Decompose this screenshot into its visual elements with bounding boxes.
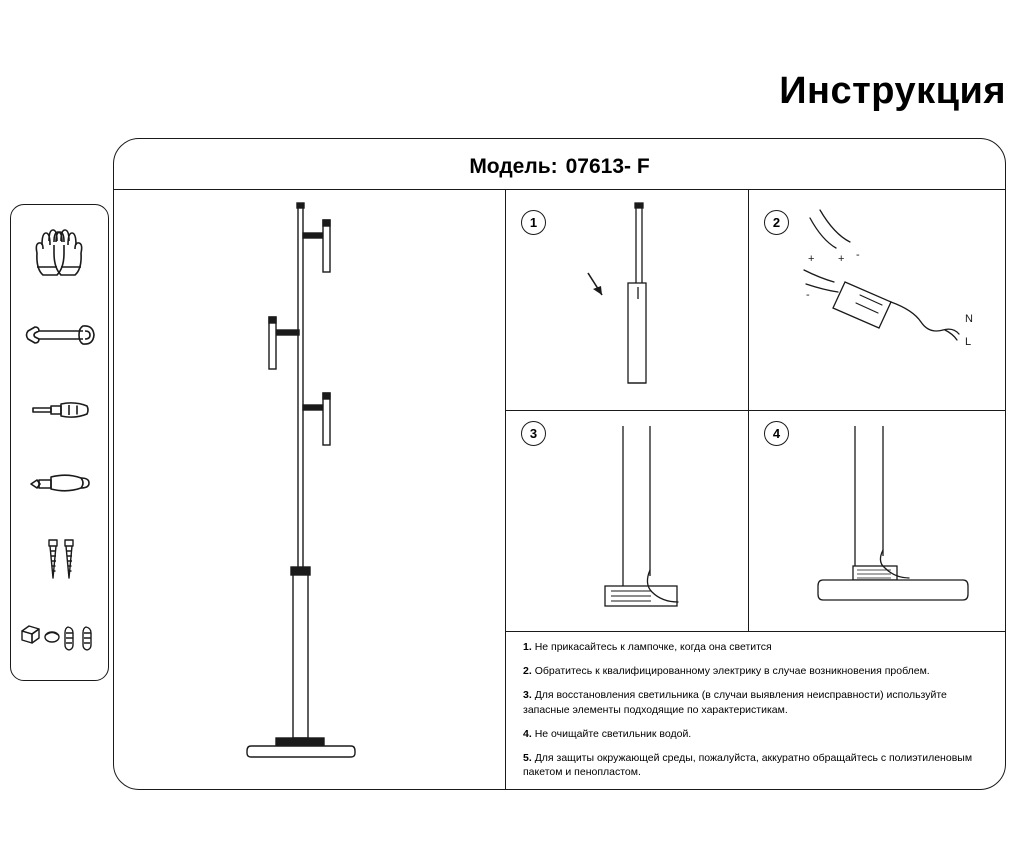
note-number: 2. [523,664,532,677]
step-number-3: 3 [521,421,546,446]
tools-panel [10,204,109,681]
step-2-diagram [790,200,990,365]
divider-horizontal-steps [505,410,1005,411]
note-number: 3. [523,688,532,701]
note-text: Для восстановления светильника (в случаи выявления неисправности) используйте запасные элементы подходящие по характеристикам. [523,688,947,716]
fasteners-icon [11,605,110,665]
note-item [523,664,989,679]
divider-model [114,189,1005,190]
note-number: 4. [523,727,532,740]
model-line [113,145,1006,189]
note-item [523,727,989,742]
wire-label-n: N [965,313,973,325]
step-1-diagram [560,195,740,400]
note-text: Обратитесь к квалифицированному электрику в случае возникновения проблем. [534,664,930,677]
screws-icon [11,530,110,590]
wire-label-plus-top: + [838,253,845,265]
step-number-2: 2 [764,210,789,235]
note-item [523,688,989,718]
step-number-4: 4 [764,421,789,446]
step-4-diagram [805,418,995,623]
wire-label-l: L [965,336,972,348]
divider-vertical-main [505,189,506,790]
note-text: Для защиты окружающей среды, пожалуйста, аккуратно обращайтесь с полиэтиленовым пакетом и пенопластом. [523,751,973,779]
wire-label-minus-left: - [806,289,810,301]
wire-label-minus-top: - [856,249,860,261]
page-title: Инструкция [779,70,1006,112]
model-value: 07613- F [565,155,650,178]
note-item [523,640,989,655]
note-text: Не прикасайтесь к лампочке, когда она светится [534,641,772,653]
screwdriver-flat-icon [11,380,110,440]
step-3-diagram [575,418,755,623]
lamp-illustration [150,195,500,785]
note-number: 5. [523,751,532,764]
note-text: Не очищайте светильник водой. [534,727,692,740]
notes-list [523,640,989,789]
note-item [523,751,989,781]
screwdriver-phillips-icon [11,453,110,513]
model-label: Модель: [469,155,558,178]
gloves-icon [11,223,110,283]
wrench-icon [11,305,110,365]
divider-horizontal-notes [505,631,1005,632]
note-number: 1. [523,641,532,653]
step-number-1: 1 [521,210,546,235]
wire-label-plus-left: + [808,253,815,265]
